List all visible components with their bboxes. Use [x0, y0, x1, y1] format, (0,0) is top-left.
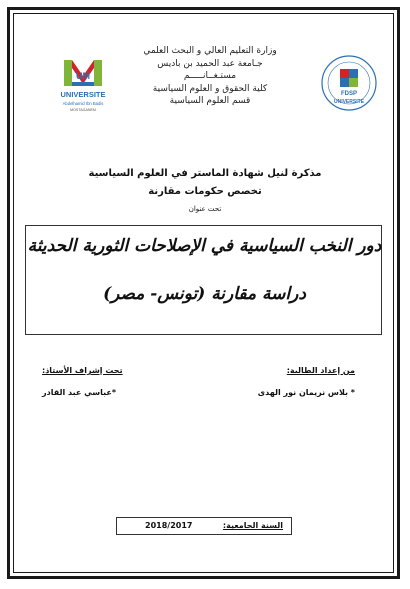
right-logo-mark: FDSP — [340, 91, 358, 97]
university-line: جـامعة عبد الحميد بن باديس — [157, 58, 263, 69]
student-name: * بلاس نريمان نور الهدى — [257, 388, 355, 397]
faculty-law-logo-icon — [318, 52, 380, 114]
supervisor-name: *عباسي عبد القادر — [42, 388, 117, 397]
academic-year-box — [116, 517, 292, 535]
thesis-title-box — [25, 225, 382, 335]
under-title-label: تحت عنوان — [188, 205, 222, 213]
university-mostaganem-logo-icon — [58, 56, 108, 116]
institution-header — [130, 45, 290, 108]
academic-year-value: 2018/2017 — [145, 521, 193, 530]
city-line: مستـغــانـــــم — [183, 71, 237, 81]
thesis-title-line2: دراسة مقارنة (تونس- مصر) — [103, 284, 306, 304]
ministry-line: وزارة التعليم العالي و البحث العلمي — [143, 46, 277, 56]
academic-year-label: السنة الجامعية: — [222, 521, 283, 530]
specialty-heading: تخصص حكومات مقارنة — [148, 186, 262, 197]
student-label: من إعداد الطالبة: — [286, 366, 355, 375]
left-logo-line1: UNIVERSITE — [60, 90, 106, 99]
left-logo-line2: Abdelhamid Ibn Badis — [62, 101, 104, 106]
memo-heading: مذكرة لنيل شهادة الماستر في العلوم السياسية — [88, 168, 322, 179]
supervisor-label: تحت إشراف الأستاذ: — [42, 366, 123, 375]
right-logo-line1: UNIVERSITE — [333, 99, 365, 105]
faculty-line: كلية الحقوق و العلوم السياسية — [152, 83, 268, 94]
left-logo-mark: UM — [76, 71, 90, 81]
department-line: قسم العلوم السياسية — [169, 96, 251, 106]
thesis-title-line1: دور النخب السياسية في الإصلاحات الثورية الحديثة — [27, 236, 382, 256]
left-logo-line3: MOSTAGANEM — [70, 108, 96, 112]
